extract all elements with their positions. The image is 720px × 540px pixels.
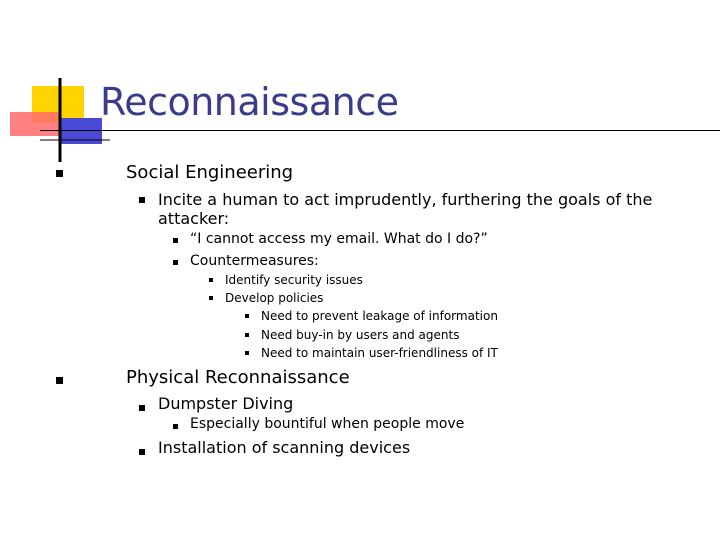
list-item: Identify security issues xyxy=(225,273,363,287)
bullet-icon xyxy=(139,197,145,203)
list-item: Especially bountiful when people move xyxy=(190,416,465,432)
bullet-icon xyxy=(245,351,249,355)
bullet-icon xyxy=(56,377,63,384)
list-item: Need to prevent leakage of information xyxy=(261,309,498,323)
list-item: Need buy-in by users and agents xyxy=(261,328,460,342)
title-divider xyxy=(40,130,720,131)
bullet-icon xyxy=(173,424,178,429)
list-item: “I cannot access my email. What do I do?” xyxy=(190,231,488,247)
list-item: Incite a human to act imprudently, furthering the goals of the attacker: xyxy=(158,190,653,228)
list-item: Develop policies xyxy=(225,291,324,305)
bullet-icon xyxy=(209,278,213,282)
bullet-icon xyxy=(209,296,213,300)
list-item: Dumpster Diving xyxy=(158,394,294,413)
bullet-icon xyxy=(245,333,249,337)
slide-title: Reconnaissance xyxy=(100,80,399,124)
bullet-icon xyxy=(173,260,178,265)
bullet-icon xyxy=(139,449,145,455)
list-item: Installation of scanning devices xyxy=(158,438,411,457)
list-item: Countermeasures: xyxy=(190,253,319,269)
bullet-icon xyxy=(56,170,63,177)
list-item: Need to maintain user-friendliness of IT xyxy=(261,346,498,360)
list-item: Social Engineering xyxy=(126,162,294,183)
bullet-icon xyxy=(139,405,145,411)
bullet-icon xyxy=(245,314,249,318)
bullet-icon xyxy=(173,238,178,243)
list-item: Physical Reconnaissance xyxy=(126,367,350,388)
slide-logo-graphic xyxy=(0,0,110,170)
